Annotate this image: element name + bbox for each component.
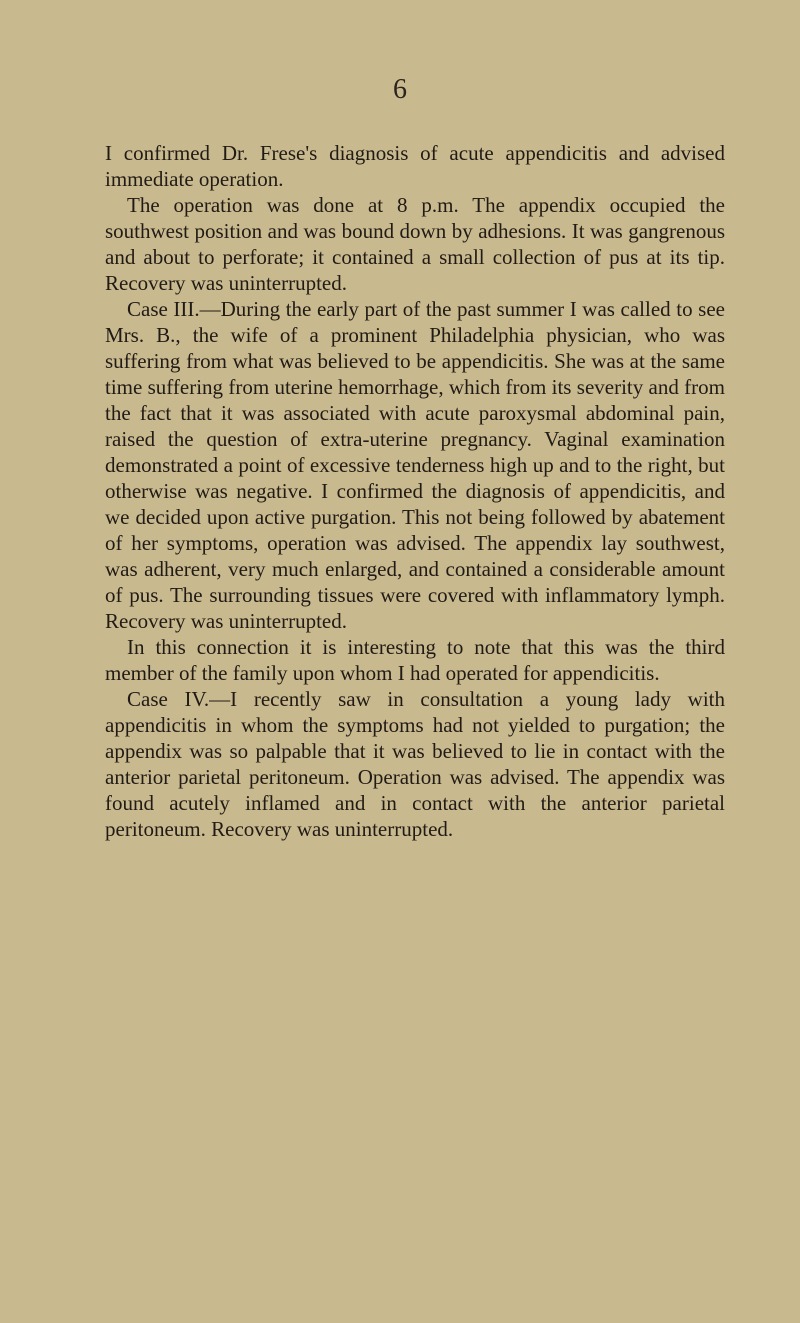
- paragraph-family-note: In this connection it is interesting to note that this was the third member of the family upon whom I had operated for appendicitis.: [105, 635, 725, 685]
- paragraph-case-iii: Case III.—During the early part of the past summer I was called to see Mrs. B., the wife of a prominent Philadelphia physician, who was suffering from what was believed to be appendicitis. She was at the same time suffering from uterine hemorrhage, which from its severity and from the fact that it was associated with acute paroxysmal abdominal pain, raised the question of extra-uterine pregnancy. Vaginal examination demonstrated a point of excessive tenderness high up and to the right, but otherwise was negative. I confirmed the diagnosis of appendicitis, and we decided upon active purgation. This not being followed by abatement of her symptoms, operation was advised. The appendix lay southwest, was adherent, very much enlarged, and contained a considerable amount of pus. The surrounding tissues were covered with inflammatory lymph. Recovery was uninterrupted.: [105, 297, 725, 633]
- body-text: [105, 140, 725, 842]
- paragraph-case-iv: Case IV.—I recently saw in consultation a young lady with appendicitis in whom the symptoms had not yielded to purgation; the appendix was so palpable that it was believed to lie in contact with the anterior parietal peritoneum. Operation was advised. The appendix was found acutely inflamed and in contact with the anterior parietal peritoneum. Recovery was uninterrupted.: [105, 687, 725, 841]
- paragraph-diagnosis: I confirmed Dr. Frese's diagnosis of acute appendicitis and advised immediate operation.: [105, 141, 725, 191]
- paragraph-operation: The operation was done at 8 p.m. The appendix occupied the southwest position and was bound down by adhesions. It was gangrenous and about to perforate; it contained a small collection of pus at its tip. Recovery was uninterrupted.: [105, 193, 725, 295]
- page-number: 6: [393, 74, 407, 105]
